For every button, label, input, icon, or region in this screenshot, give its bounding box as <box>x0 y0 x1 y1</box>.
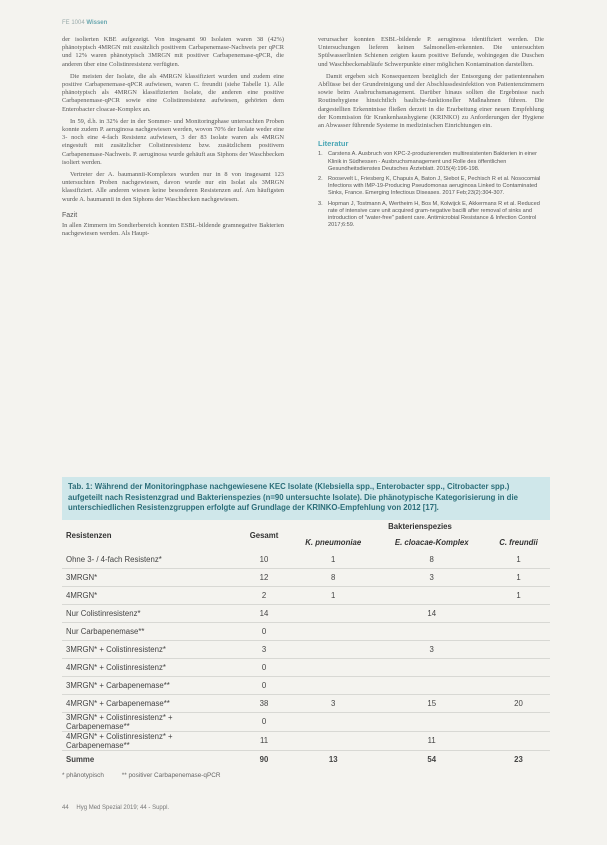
table-caption: Tab. 1: Während der Monitoringphase nachgewiesene KEC Isolate (Klebsiella spp., Enterobacter spp., Citrobacter spp.) aufgeteilt nach Resistenzgrad und Bakterienspezies (n=90 untersuchte Isolate). Die phänotypische Kategorisierung in die unterschiedlichen Resistenzgruppen erfolgte auf Grundlage der KRINKO-Empfehlung von 2012 [17]. <box>62 477 550 520</box>
cell-value: 1 <box>487 568 550 586</box>
cell-value: 0 <box>238 622 290 640</box>
cell-value <box>376 676 487 694</box>
header-bakterienspezies: Bakterienspezies <box>388 522 452 532</box>
footnote-item: * phänotypisch <box>62 771 104 779</box>
literatur-heading: Literatur <box>318 139 349 149</box>
row-label: Ohne 3- / 4-fach Resistenz* <box>62 551 238 569</box>
resistance-table <box>62 520 550 768</box>
cell-value: 0 <box>238 676 290 694</box>
reference-number: 1. <box>318 151 323 158</box>
footnote-item: ** positiver Carbapenemase-qPCR <box>121 771 221 779</box>
cell-value: 14 <box>376 604 487 622</box>
sum-value: 54 <box>376 750 487 768</box>
section-label: Wissen <box>86 20 108 26</box>
table-row <box>62 658 550 676</box>
header-gesamt: Gesamt <box>249 530 279 540</box>
reference-number: 2. <box>318 176 323 183</box>
table-block <box>62 477 550 779</box>
table-row <box>62 586 550 604</box>
table-row <box>62 568 550 586</box>
cell-value: 3 <box>376 640 487 658</box>
left-column <box>62 36 284 242</box>
sum-row <box>62 750 550 768</box>
row-label: 3MRGN* + Colistinresistenz* + Carbapenemase** <box>62 712 238 731</box>
cell-value <box>487 640 550 658</box>
row-label: 3MRGN* <box>62 568 238 586</box>
sum-label: Summe <box>62 750 238 768</box>
table-row <box>62 676 550 694</box>
cell-value: 15 <box>376 694 487 712</box>
cell-value <box>290 640 376 658</box>
cell-value: 0 <box>238 658 290 676</box>
running-header <box>62 20 107 26</box>
cell-value: 2 <box>238 586 290 604</box>
reference-item <box>318 201 544 230</box>
cell-value: 3 <box>290 694 376 712</box>
row-label: 4MRGN* + Colistinresistenz* + Carbapenemase** <box>62 731 238 750</box>
reference-item <box>318 176 544 198</box>
body-paragraph: In allen Zimmern im Sondierbereich konnten ESBL-bildende gramnegative Bakterien nachgewiesen werden. Als Haupt- <box>62 222 284 238</box>
row-label: 4MRGN* + Colistinresistenz* <box>62 658 238 676</box>
cell-value <box>290 676 376 694</box>
journal-label: FE 1004 <box>62 20 85 26</box>
cell-value: 1 <box>487 586 550 604</box>
cell-value: 3 <box>238 640 290 658</box>
header-resistenzen: Resistenzen <box>66 530 112 540</box>
cell-value <box>376 658 487 676</box>
cell-value: 1 <box>290 551 376 569</box>
cell-value <box>290 622 376 640</box>
body-paragraph: der isolierten KBE aufgezeigt. Von insgesamt 90 Isolaten waren 38 (42%) phänotypisch 4MRGN mit zusätzlich positivem Carbapenemase-Nachweis per qPCR und 12% waren phänotypisch 3MRGN mit positiver Carbapenemase-qPCR, die anderen über eine Colistinresistenz verfügten. <box>62 36 284 68</box>
cell-value <box>376 622 487 640</box>
cell-value <box>376 712 487 731</box>
header-k-pneumoniae: K. pneumoniae <box>305 537 362 547</box>
table-footnotes <box>62 772 550 779</box>
cell-value <box>290 712 376 731</box>
row-label: 3MRGN* + Colistinresistenz* <box>62 640 238 658</box>
fazit-heading: Fazit <box>62 211 78 219</box>
cell-value <box>290 658 376 676</box>
cell-value <box>487 731 550 750</box>
table-row <box>62 604 550 622</box>
cell-value <box>487 676 550 694</box>
cell-value: 11 <box>238 731 290 750</box>
body-paragraph: verursacher konnten ESBL-bildende P. aeruginosa identifiziert werden. Die Untersuchungen lieferen keinen Salmonellen-erkennten. Die untersuchten Spülwasserlinien Schienen zeigten kaum positive Befunde, wohingegen die Duschen und Waschbeckenabläufe Schwerpunkte einer möglichen Kontamination darstellten. <box>318 36 544 68</box>
body-paragraph: In 59, d.h. in 32% der in der Sommer- und Monitoringphase untersuchten Proben konnte zudem P. aeruginosa nachgewiesen werden, wovon 70% der Isolate weder eine 3- noch eine 4-fach Resistenz aufwiesen, 3 der 83 Isolate waren als 4MRGN eingestuft mit zusätzlicher Colistinresistenz bzw. zusätzlichem positivem Carbapenemase-Nachweis. P. aeruginosa wurde gehäuft aus Siphons der Waschbecken isoliert werden. <box>62 117 284 166</box>
cell-value <box>376 586 487 604</box>
row-label: Nur Colistinresistenz* <box>62 604 238 622</box>
body-paragraph: Vertreter der A. baumannii-Komplexes wurden nur in 8 von insgesamt 123 untersuchten Proben nachgewiesen, davon wurde nur ein Isolat als 3MRGN klassifiziert. Alle anderen wiesen keine besonderen Resistenzen auf. Am häufigsten wurde A. baumannii in den Siphons der Waschbecken nachgewiesen. <box>62 171 284 203</box>
right-column <box>318 36 544 232</box>
row-label: 4MRGN* + Carbapenemase** <box>62 694 238 712</box>
row-label: 4MRGN* <box>62 586 238 604</box>
cell-value: 8 <box>290 568 376 586</box>
row-label: Nur Carbapenemase** <box>62 622 238 640</box>
body-paragraph: Die meisten der Isolate, die als 4MRGN klassifiziert wurden und zudem eine positive Carbapenemase-qPCR aufwiesen, waren C. freundii (siehe Tabelle 1). Alle phänotypisch als 4MRGN klassifizierten Isolate, die anderen eine positive Carbapenemase-qPCR sowie eine Colistinresistenz aufwiesen, gehörten dem Enterobacter cloacae-Komplex an. <box>62 72 284 113</box>
cell-value: 14 <box>238 604 290 622</box>
table-row <box>62 731 550 750</box>
cell-value: 8 <box>376 551 487 569</box>
cell-value: 10 <box>238 551 290 569</box>
body-paragraph: Damit ergeben sich Konsequenzen bezüglich der Entsorgung der patientennahen Abflüsse bei der Grundreinigung und der Abschlussdesinfektion von Patientenzimmern sowie beim Ausbruchsmanagement. Darüber hinaus sollten die Ergebnisse nach Routinehygiene hinsichtlich bauliche-funktioneller Maßnahmen führen. Die dargestellten Erkenntnisse fließen derzeit in die Erarbeitung einer neuen Empfehlung der Kommission für Krankenhaushygiene (KRINKO) zu Anforderungen der Hygiene an Abwasser führende Systeme in medizinischen Einrichtungen ein. <box>318 72 544 130</box>
cell-value: 38 <box>238 694 290 712</box>
cell-value: 20 <box>487 694 550 712</box>
cell-value <box>487 712 550 731</box>
cell-value <box>487 604 550 622</box>
cell-value: 11 <box>376 731 487 750</box>
reference-item <box>318 151 544 173</box>
page-footer <box>62 805 169 811</box>
cell-value <box>290 604 376 622</box>
cell-value: 3 <box>376 568 487 586</box>
header-e-cloacae: E. cloacae-Komplex <box>394 537 469 547</box>
table-row <box>62 712 550 731</box>
table-row <box>62 640 550 658</box>
cell-value: 1 <box>290 586 376 604</box>
sum-value: 13 <box>290 750 376 768</box>
sum-value: 23 <box>487 750 550 768</box>
table-row <box>62 694 550 712</box>
sum-value: 90 <box>238 750 290 768</box>
reference-text: Roosevelt L, Friesberg K, Chapuis A, Baton J, Siebot E, Pechisch R et al. Nosocomial Infections with IMP-19-Producing Pseudomonas aeruginosa Linked to Contaminated Sinks, France. Emerging Infectious Diseases. 2017 Feb;23(2):304-307. <box>328 176 541 197</box>
footer-citation: Hyg Med Spezial 2019; 44 - Suppl. <box>76 805 170 811</box>
cell-value: 12 <box>238 568 290 586</box>
page-number: 44 <box>62 805 69 811</box>
cell-value <box>487 622 550 640</box>
cell-value: 1 <box>487 551 550 569</box>
cell-value: 0 <box>238 712 290 731</box>
reference-text: Carstens A. Ausbruch von KPC-2-produzierenden multiresistenten Bakterien in einer Klinik in Südhessen - Ausbruchsmanagement und Rolle des öffentlichen Gesundheitsdienstes Deutsches Ärzteblatt. 2015(4):196-198. <box>328 151 537 172</box>
reference-number: 3. <box>318 200 323 207</box>
table-row <box>62 551 550 569</box>
reference-text: Hopman J, Tostmann A, Wertheim H, Bos M, Kolwijck E, Akkermans R et al. Reduced rate of intensive care unit acquired gram-negative bacilli after removal of sinks and introduction of "water-free" patient care. Antimicrobial Resistance & Infection Control 2017;6:59. <box>328 200 540 229</box>
row-label: 3MRGN* + Carbapenemase** <box>62 676 238 694</box>
header-c-freundii: C. freundii <box>499 537 538 547</box>
cell-value <box>487 658 550 676</box>
reference-list <box>318 151 544 229</box>
cell-value <box>290 731 376 750</box>
table-row <box>62 622 550 640</box>
